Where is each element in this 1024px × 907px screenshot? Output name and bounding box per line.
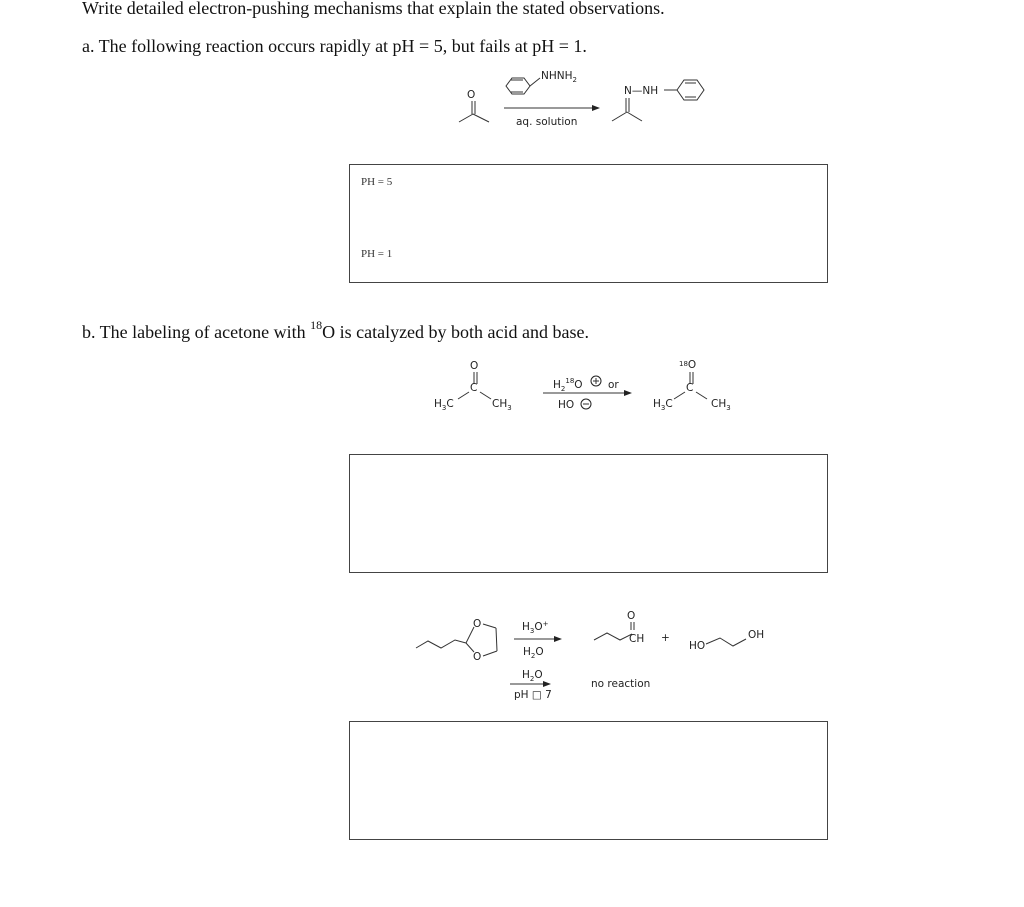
svg-text:OH: OH: [748, 629, 765, 641]
svg-text:C: C: [470, 382, 478, 394]
svg-text:+: +: [661, 632, 670, 644]
svg-text:H3C: $H_3C$: [434, 398, 454, 412]
reagents-b: [543, 376, 632, 411]
svg-text:CH3: $CH_3$: [711, 398, 731, 412]
arrowhead-b: [624, 390, 632, 396]
svg-text:pH □ 7: pH □ 7: [514, 689, 552, 701]
svg-text:H3O+: $H_3O^+$: [522, 620, 549, 635]
reagent-label: NHNH: [541, 70, 573, 82]
svg-text:NHNH2: $NHNH_2$: [541, 70, 577, 84]
ph5-label: PH = 5: [361, 176, 393, 188]
svg-text:CH: CH: [629, 633, 645, 645]
arrowhead-a: [592, 105, 600, 111]
scheme-c: [416, 610, 764, 701]
arrowhead-c-acid: [554, 636, 562, 642]
labeled-acetone-product: [653, 359, 731, 412]
acetone-b-reactant: [434, 360, 512, 412]
reactant-oxygen: O: [467, 89, 476, 101]
ethylene-glycol-product: [689, 629, 764, 652]
ph1-label: PH = 1: [361, 248, 393, 260]
svg-text:O: O: [473, 651, 482, 663]
acid-conditions: [514, 620, 562, 660]
acetal-reactant: [416, 618, 497, 663]
part-a-prompt: a. The following reaction occurs rapidly at pH = 5, but fails at pH = 1.: [82, 36, 587, 56]
svg-text:or: or: [608, 379, 619, 391]
hydrazone-product: [612, 80, 704, 121]
svg-text:O: O: [627, 610, 636, 622]
svg-text:H2O: $H_2O$: [522, 669, 543, 683]
svg-text:H3C: $H_3C$: [653, 398, 673, 412]
part-b-prompt: b. The labeling of acetone with $^{18}$O is catalyzed by both acid and base.: [82, 318, 589, 342]
aldehyde-product: [594, 610, 670, 645]
phenylhydrazine-reagent: [506, 70, 577, 94]
svg-text:O: O: [473, 618, 482, 630]
svg-text:HO: HO: [558, 399, 575, 411]
svg-text:H218O: $H_2^{18}O$: [553, 377, 583, 393]
neutral-conditions: [510, 669, 650, 701]
acetone-reactant: [459, 89, 489, 122]
svg-text:HO: HO: [689, 640, 706, 652]
instructions-text: Write detailed electron-pushing mechanisms that explain the stated observations.: [82, 0, 665, 18]
acetone-oxygen: O: [470, 360, 479, 372]
svg-text:C: C: [686, 382, 694, 394]
svg-text:H2O: $H_2O$: [523, 646, 544, 660]
condition-label: aq. solution: [516, 116, 578, 128]
scheme-b: [434, 359, 731, 412]
scheme-a: [459, 70, 704, 128]
svg-text:CH3: $CH_3$: [492, 398, 512, 412]
no-reaction-label: no reaction: [591, 678, 651, 690]
arrowhead-c-neutral: [543, 681, 551, 687]
svg-text:18O: 18O: [679, 359, 697, 371]
product-label: N—NH: [624, 85, 659, 97]
